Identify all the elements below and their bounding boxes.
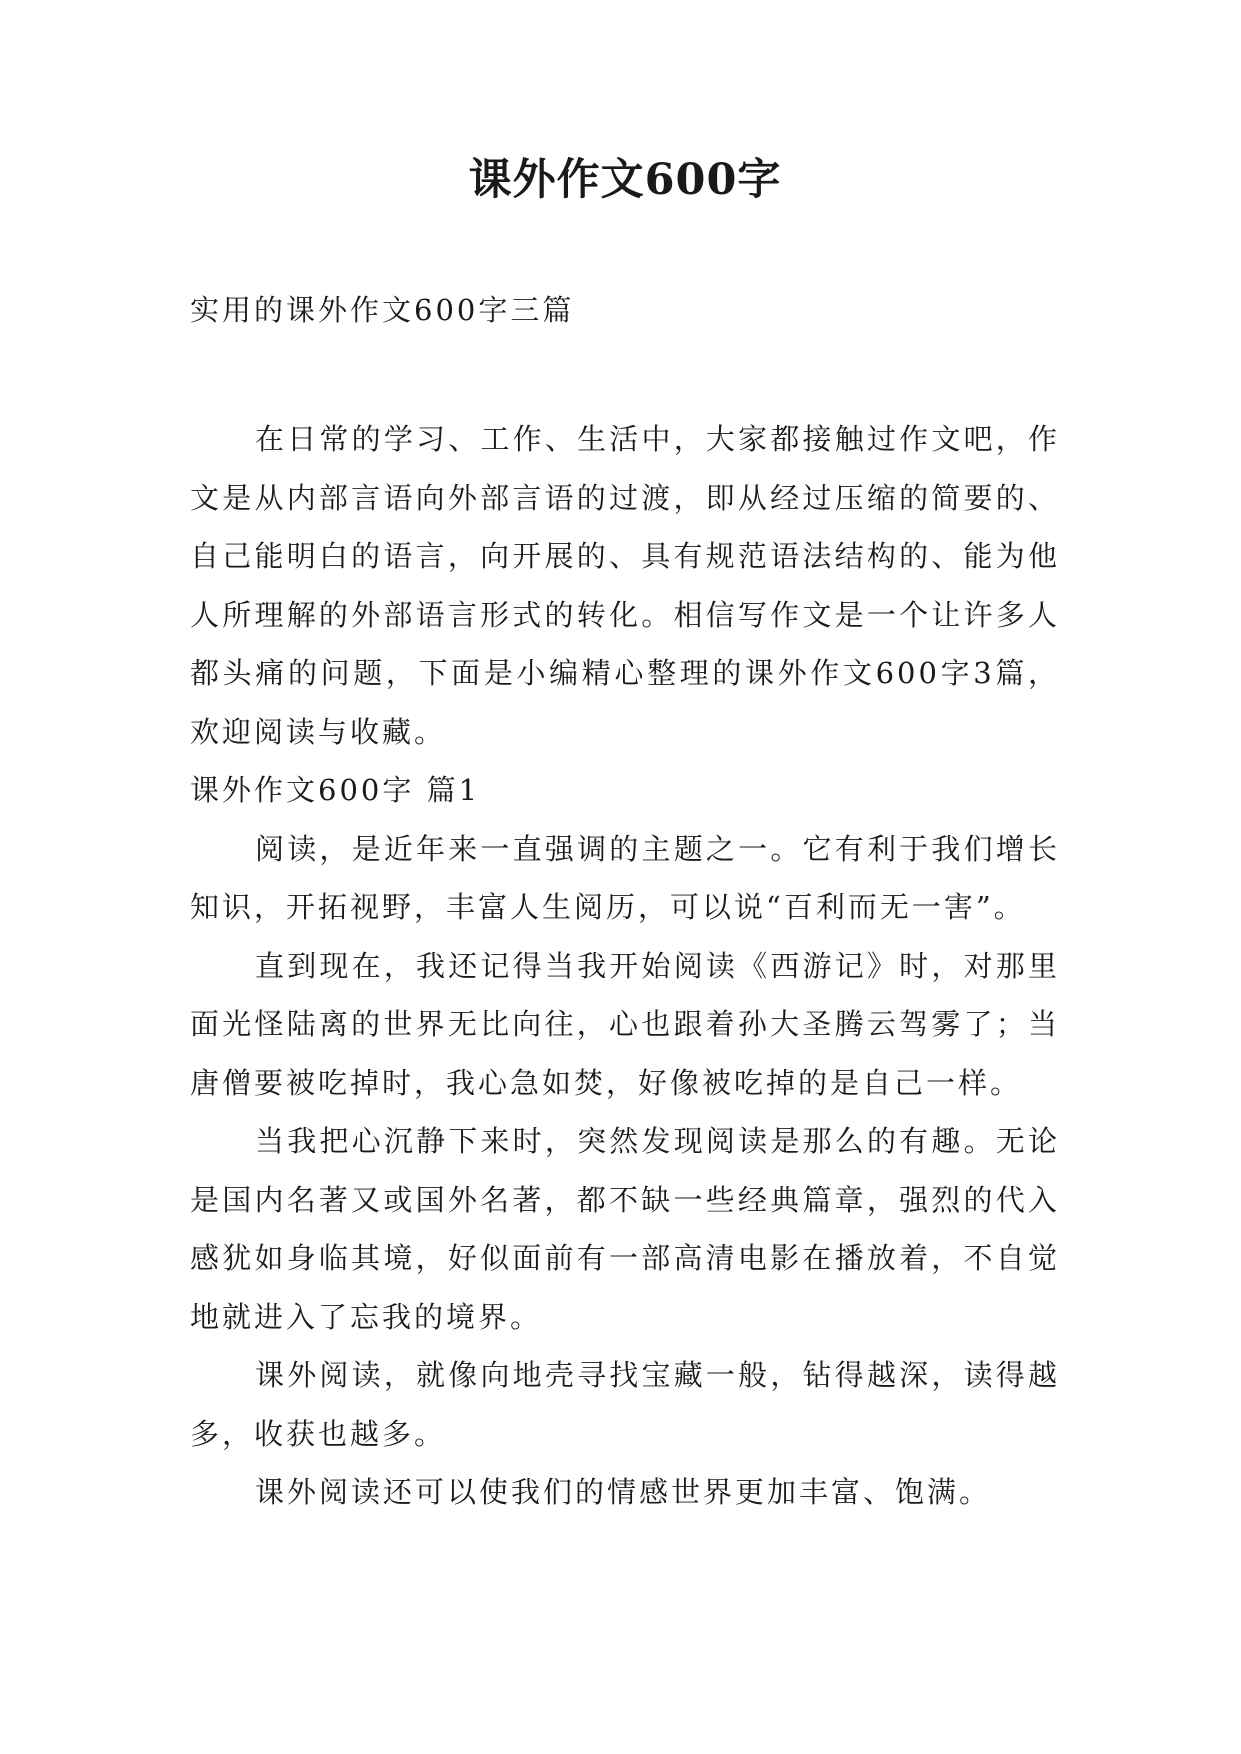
intro-paragraph: 在日常的学习、工作、生活中，大家都接触过作文吧，作文是从内部言语向外部言语的过渡，即从经过压缩的简要的、自己能明白的语言，向开展的、具有规范语法结构的、能为他人所理解的外部语言形式的转化。相信写作文是一个让许多人都头痛的问题，下面是小编精心整理的课外作文600字3篇，欢迎阅读与收藏。 [190,422,1060,749]
section-heading: 课外作文600字 篇1 [190,773,481,807]
body-paragraph: 课外阅读还可以使我们的情感世界更加丰富、饱满。 [255,1475,992,1509]
body-paragraph: 阅读，是近年来一直强调的主题之一。它有利于我们增长知识，开拓视野，丰富人生阅历，可以说“百利而无一害”。 [190,831,1060,924]
body-paragraph: 直到现在，我还记得当我开始阅读《西游记》时，对那里面光怪陆离的世界无比向往，心也跟着孙大圣腾云驾雾了；当唐僧要被吃掉时，我心急如焚，好像被吃掉的是自己一样。 [190,948,1060,1100]
body-paragraph: 课外阅读，就像向地壳寻找宝藏一般，钻得越深，读得越多，收获也越多。 [190,1358,1060,1451]
document-body [190,410,1060,1522]
document-page [190,0,1060,1754]
document-title: 课外作文600字 [468,155,782,205]
document-subtitle: 实用的课外作文600字三篇 [190,293,575,327]
body-paragraph: 当我把心沉静下来时，突然发现阅读是那么的有趣。无论是国内名著又或国外名著，都不缺一些经典篇章，强烈的代入感犹如身临其境，好似面前有一部高清电影在播放着，不自觉地就进入了忘我的境界。 [190,1124,1060,1334]
